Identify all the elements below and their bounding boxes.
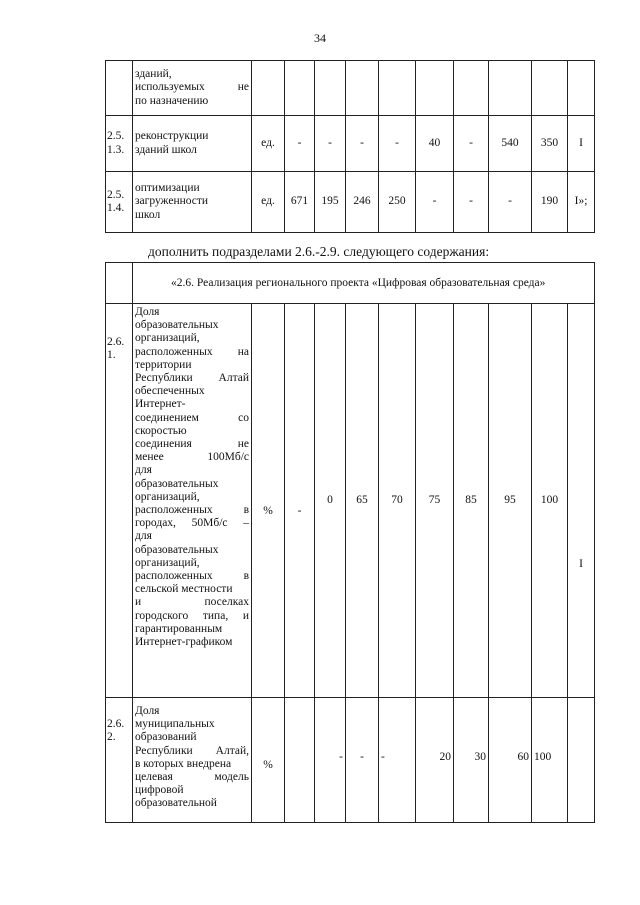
intro-text: дополнить подразделами 2.6.-2.9. следующего содержания: — [148, 244, 490, 259]
value-cell: 20 — [416, 698, 454, 823]
value-cell: 85 — [454, 304, 489, 698]
indicator-name: зданий, используемых не по назначению — [133, 61, 252, 116]
value-cell: - — [454, 116, 489, 172]
value-cell: - — [285, 304, 315, 698]
value-cell: 0 — [315, 304, 346, 698]
section-title: «2.6. Реализация регионального проекта «Цифровая образовательная среда» — [133, 263, 595, 304]
page-number: 34 — [314, 31, 326, 45]
value-cell: 246 — [346, 172, 379, 233]
row-code: 2.5. 1.3. — [106, 116, 133, 172]
value-cell: 30 — [454, 698, 489, 823]
value-cell: 65 — [346, 304, 379, 698]
unit-cell: % — [252, 304, 285, 698]
value-cell: - — [285, 116, 315, 172]
indicator-name: Доля муниципальных образований Республики Алтай, в которых внедрена целевая модель цифровой образовательной — [133, 698, 252, 823]
indicator-name: оптимизации загруженности школ — [133, 172, 252, 233]
value-cell: - — [379, 116, 416, 172]
value-cell: - — [346, 116, 379, 172]
row-code — [106, 61, 133, 116]
unit-cell: ед. — [252, 172, 285, 233]
value-cell: - — [315, 116, 346, 172]
value-cell: 195 — [315, 172, 346, 233]
responsible-cell: I — [568, 304, 595, 698]
row-code: 2.6. 2. — [106, 698, 133, 823]
value-cell: 190 — [532, 172, 568, 233]
responsible-cell: I»; — [568, 172, 595, 233]
value-cell: 70 — [379, 304, 416, 698]
value-cell: - — [346, 698, 379, 823]
responsible-cell: I — [568, 116, 595, 172]
table-row — [106, 304, 595, 698]
table-row — [106, 61, 595, 116]
value-cell: 350 — [532, 116, 568, 172]
value-cell: 540 — [489, 116, 532, 172]
value-cell — [285, 698, 315, 823]
value-cell: - — [416, 172, 454, 233]
value-cell: 250 — [379, 172, 416, 233]
value-cell: 40 — [416, 116, 454, 172]
value-cell: 671 — [285, 172, 315, 233]
table-row — [106, 172, 595, 233]
table-row — [106, 698, 595, 823]
value-cell: 100 — [532, 304, 568, 698]
value-cell: 100 — [532, 698, 568, 823]
responsible-cell — [568, 698, 595, 823]
table-row — [106, 116, 595, 172]
value-cell: - — [454, 172, 489, 233]
unit-cell: ед. — [252, 116, 285, 172]
value-cell: - — [489, 172, 532, 233]
indicators-table-bottom — [105, 262, 595, 823]
value-cell: - — [315, 698, 346, 823]
indicator-name: реконструкции зданий школ — [133, 116, 252, 172]
unit-cell: % — [252, 698, 285, 823]
row-code: 2.5. 1.4. — [106, 172, 133, 233]
value-cell: 75 — [416, 304, 454, 698]
indicator-name: Доля образовательных организаций, расположенных на территории Республики Алтай обеспеченных Интернет- соединением со скоростью соединения не менее 100Мб/с для образовательных организаций, расположенных в городах, 50Мб/с – для образовательных организаций, расположенных в сельской местности и поселках городского типа, и гарантированным Интернет-графиком — [133, 304, 252, 698]
value-cell: 60 — [489, 698, 532, 823]
value-cell: 95 — [489, 304, 532, 698]
value-cell: - — [379, 698, 416, 823]
section-title-row — [106, 263, 595, 304]
row-code: 2.6. 1. — [106, 304, 133, 698]
indicators-table-top — [105, 60, 595, 233]
